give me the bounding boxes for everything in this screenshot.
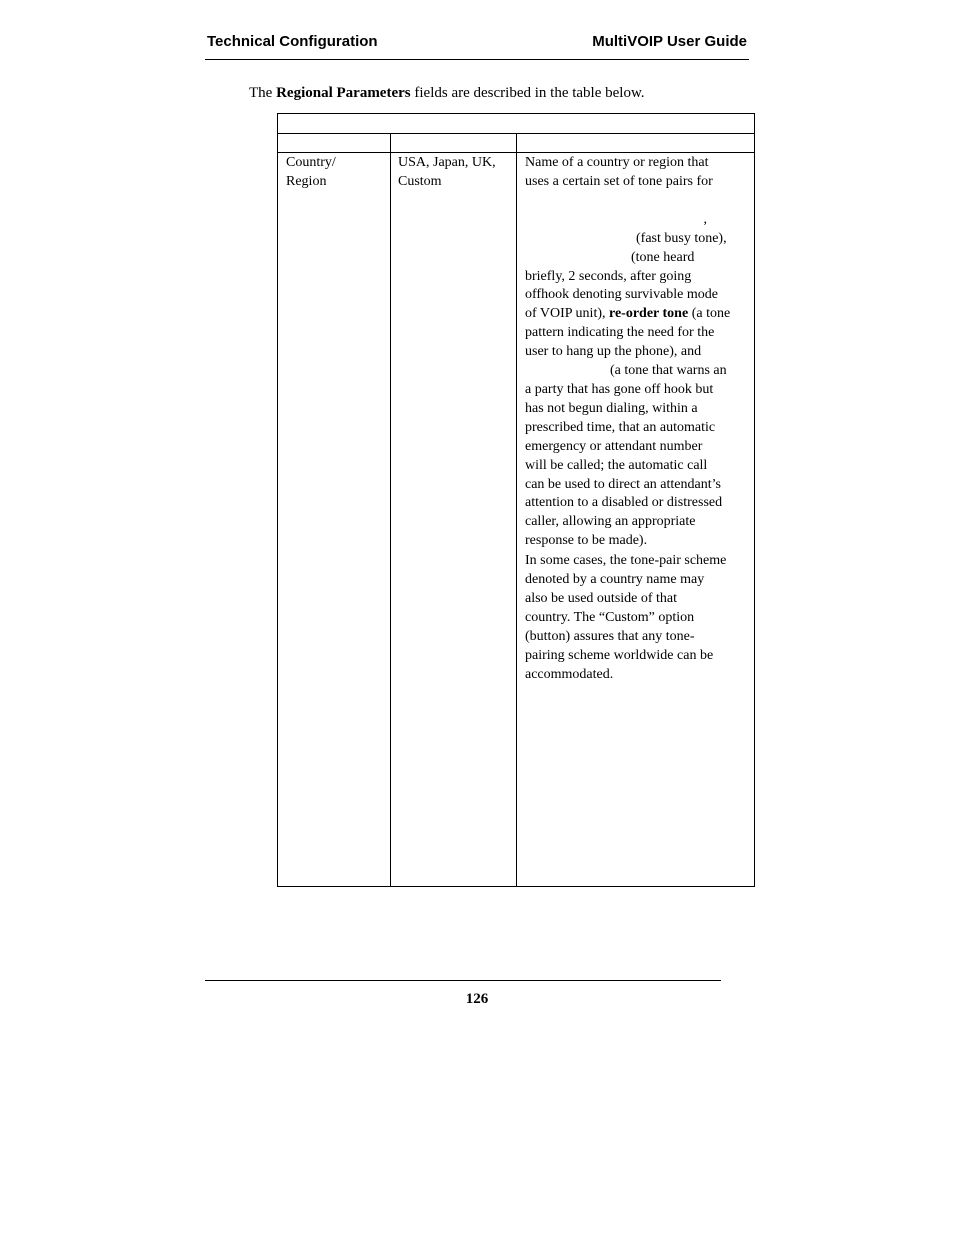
intro-paragraph: The Regional Parameters fields are described in the table below. — [249, 85, 645, 101]
guide-title: MultiVOIP User Guide — [592, 33, 747, 50]
field-name-cell: Country/ Region — [286, 155, 336, 189]
page-number: 126 — [465, 991, 489, 1007]
field-values-cell: USA, Japan, UK, Custom — [398, 155, 496, 189]
description-second-paragraph: In some cases, the tone-pair scheme denoted by a country name may also be used outside of that country. The “Custom” option (button) assures that any tone- pairing scheme worldwide can be accommodated. — [525, 553, 727, 682]
running-header — [207, 33, 747, 53]
table-title-row — [278, 114, 754, 134]
header-rule — [205, 59, 749, 60]
column-divider — [390, 133, 391, 886]
footer-rule — [205, 980, 721, 981]
reorder-tone-term: re-order tone — [609, 306, 689, 322]
field-description-cell: Name of a country or region that uses a certain set of tone pairs for , (fast busy tone), (tone heard briefly, 2 seconds, after going offhook denoting survivable mode of VOIP unit), re-order tone (a tone pattern indicating the need for the user to hang up the phone), and (a tone that warns an a party that has gone off hook but has not begun dialing, within a prescribed time, that an automatic emergency or attendant number will be called; the automatic call can be used to direct an attendant’s attention to a disabled or distressed caller, allowing an appropriate response to be made). In some cases, the tone-pair scheme denoted by a country name may also be used outside of that country. The “Custom” option (button) assures that any tone- pairing scheme worldwide can be accommodated. — [525, 154, 751, 684]
section-title: Technical Configuration — [207, 33, 378, 50]
column-divider — [516, 133, 517, 886]
regional-parameters-table — [277, 113, 755, 887]
intro-bold-term: Regional Parameters — [276, 85, 411, 101]
